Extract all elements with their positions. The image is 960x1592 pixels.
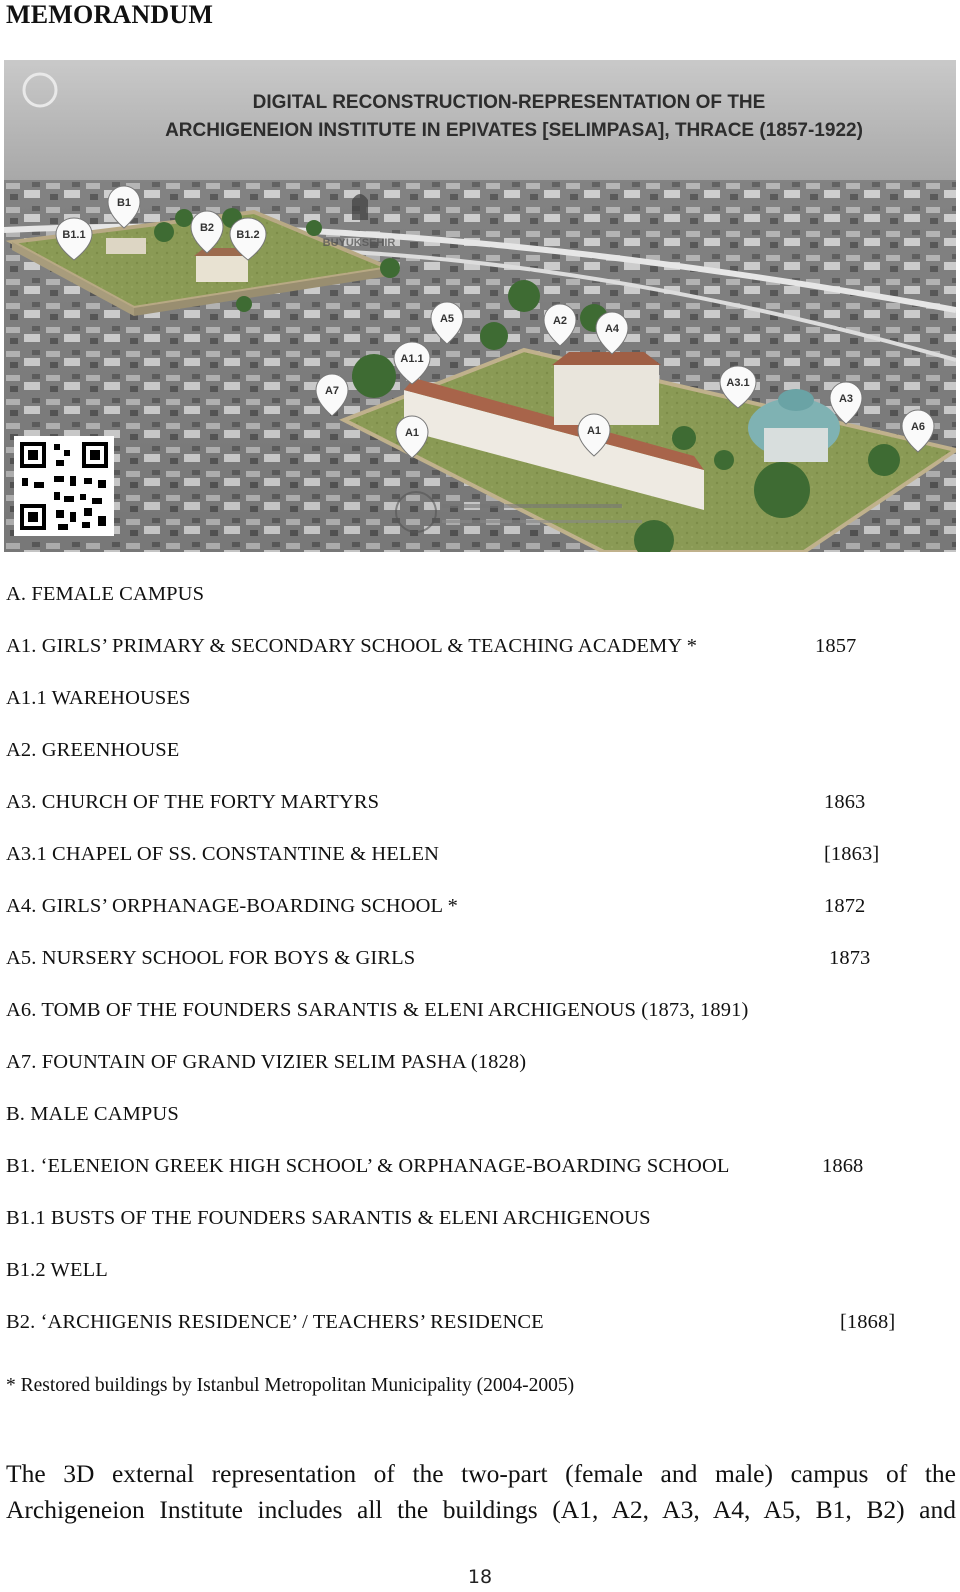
svg-text:A1: A1 [586,425,602,437]
legend-item-label: B. MALE CAMPUS [6,1103,179,1125]
legend-item-label: A7. FOUNTAIN OF GRAND VIZIER SELIM PASHA (1828) [6,1051,527,1073]
svg-text:A6: A6 [910,421,926,433]
svg-text:B1.2: B1.2 [236,229,260,241]
legend-item-year: 1857 [815,635,857,657]
legend-item-year: 1863 [824,791,866,813]
svg-text:B1.1: B1.1 [62,229,86,241]
legend-item-year: [1863] [824,843,880,865]
legend-item-year: [1868] [840,1311,896,1333]
memorandum-title: MEMORANDUM [6,0,214,29]
legend-item-label: A. FEMALE CAMPUS [6,583,205,605]
figure-title-line1: DIGITAL RECONSTRUCTION-REPRESENTATION OF THE [252,92,766,113]
legend-item-year: 1868 [822,1155,864,1177]
legend-item-label: A6. TOMB OF THE FOUNDERS SARANTIS & ELENI ARCHIGENOUS (1873, 1891) [6,999,749,1021]
body-paragraph: The 3D external representation of the two-part (female and male) campus of the Archigeneion Institute includes all the buildings (A1, A2, A3, A4, A5, B1, B2) and [6,1459,956,1524]
page-number: 18 [467,1566,493,1588]
svg-text:A4: A4 [604,323,620,335]
legend-item-label: A2. GREENHOUSE [6,739,180,761]
legend-item-label: A3. CHURCH OF THE FORTY MARTYRS [6,791,380,813]
svg-text:A7: A7 [324,385,340,397]
legend-item-label: A1.1 WAREHOUSES [6,687,191,709]
svg-text:A3: A3 [838,393,854,405]
legend-item-label: B2. ‘ARCHIGENIS RESIDENCE’ / TEACHERS’ RESIDENCE [6,1311,544,1333]
svg-text:A2: A2 [552,315,568,327]
restoration-note: * Restored buildings by Istanbul Metropolitan Municipality (2004-2005) [6,1375,575,1396]
svg-text:A3.1: A3.1 [726,377,750,389]
legend-item-label: A1. GIRLS’ PRIMARY & SECONDARY SCHOOL & TEACHING ACADEMY * [6,635,698,657]
figure-title-line2: ARCHIGENEION INSTITUTE IN EPIVATES [SELIMPASA], THRACE (1857-1922) [165,120,863,141]
legend-item-label: A4. GIRLS’ ORPHANAGE-BOARDING SCHOOL * [6,895,458,917]
svg-text:BUYUKSEHIR: BUYUKSEHIR [322,237,396,249]
legend-item-label: A3.1 CHAPEL OF SS. CONSTANTINE & HELEN [6,843,440,865]
legend-item-label: B1.2 WELL [6,1259,108,1281]
legend-item-label: B1. ‘ELENEION GREEK HIGH SCHOOL’ & ORPHANAGE-BOARDING SCHOOL [6,1155,730,1177]
svg-text:A1: A1 [404,427,420,439]
svg-text:B1: B1 [116,197,132,209]
svg-text:A1.1: A1.1 [400,353,424,365]
svg-text:B2: B2 [199,222,215,234]
svg-text:A5: A5 [439,313,455,325]
legend-item-label: B1.1 BUSTS OF THE FOUNDERS SARANTIS & ELENI ARCHIGENOUS [6,1207,651,1229]
qr-code [14,436,114,536]
legend-item-year: 1873 [829,947,871,969]
legend-item-label: A5. NURSERY SCHOOL FOR BOYS & GIRLS [6,947,416,969]
campus-reconstruction-image [4,60,956,552]
legend-item-year: 1872 [824,895,866,917]
